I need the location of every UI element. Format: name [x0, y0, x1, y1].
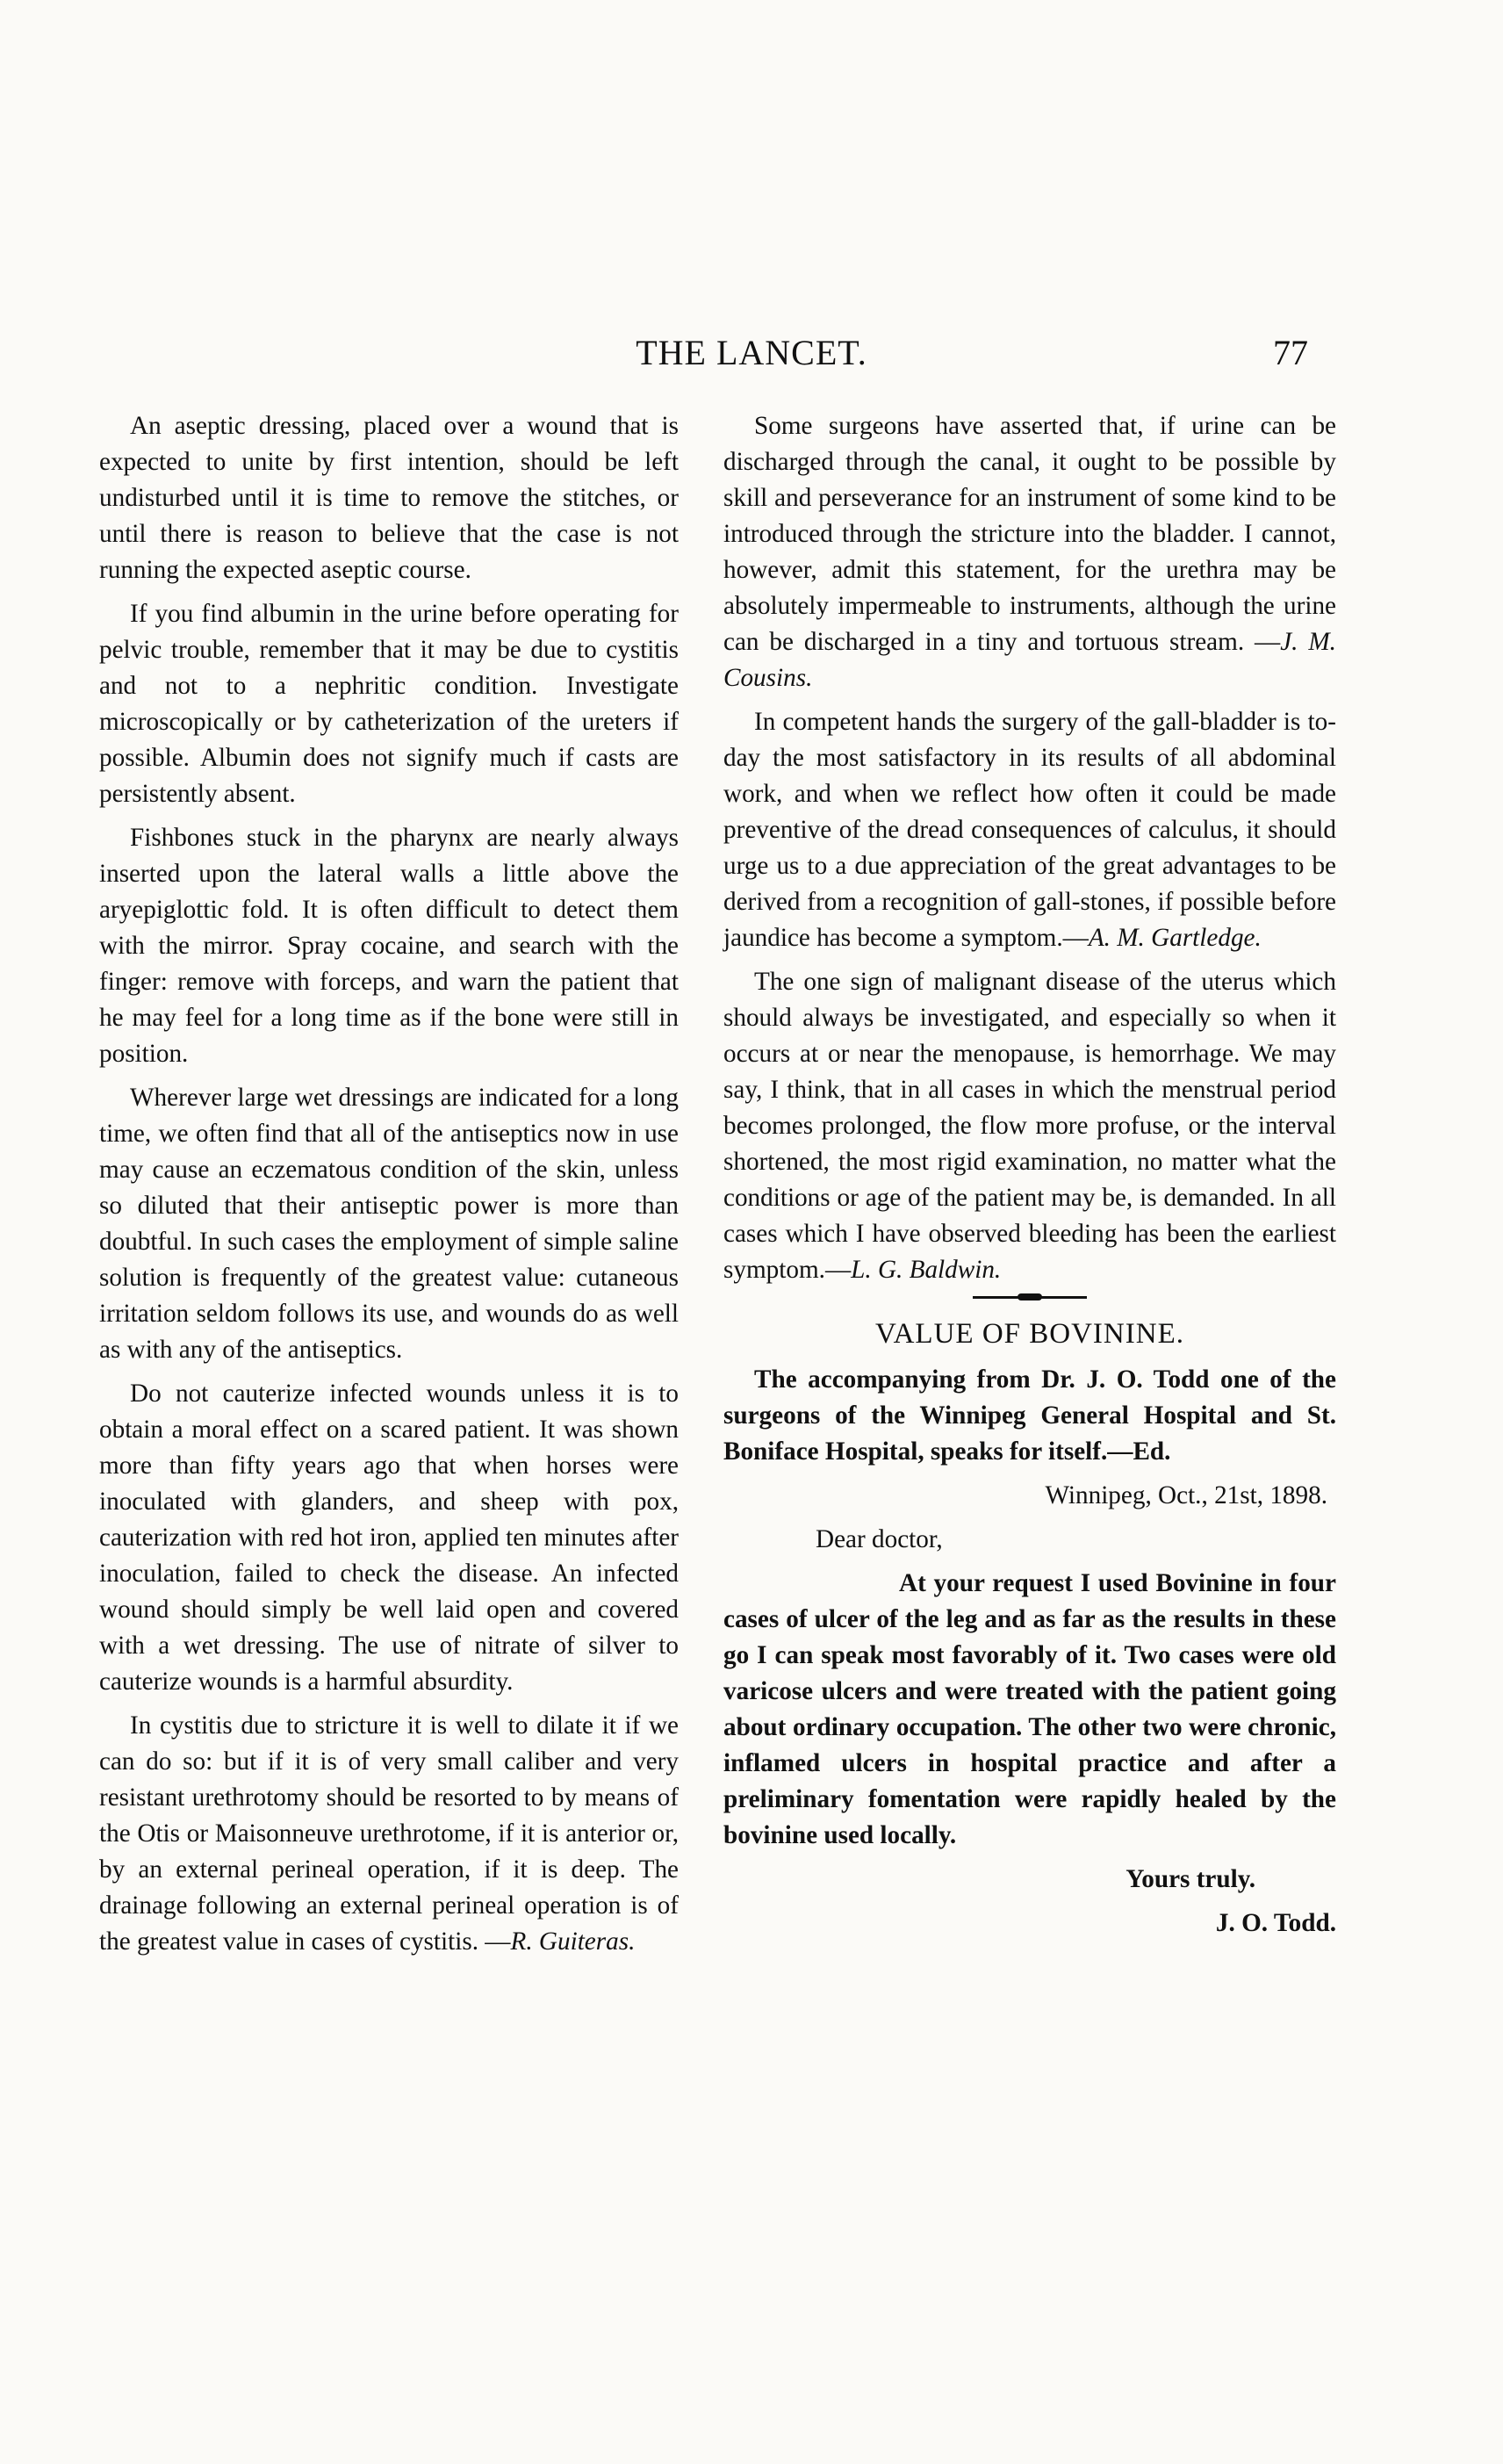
author-signature: L. G. Baldwin. [851, 1256, 1002, 1284]
letter-closing: Yours truly. [1125, 1865, 1255, 1893]
article-heading: VALUE OF BOVININE. [875, 1318, 1184, 1350]
page-number: 77 [1273, 333, 1308, 372]
running-title: THE LANCET. [636, 333, 867, 372]
letter-salutation: Dear doctor, [816, 1525, 943, 1553]
author-signature: A. M. Gartledge. [1088, 924, 1262, 952]
left-column [99, 408, 679, 1968]
paragraph-cauterize: Do not cauterize infected wounds unless it is to obtain a moral effect on a scared patient. It was shown more than fifty years ago that when horses were inoculated with glanders, and sheep with pox, cauterization with red hot iron, applied ten minutes after inoculation, failed to check the disease. An infected wound should simply be well laid open and covered with a wet dressing. The use of nitrate of silver to cauterize wounds is a harmful absurdity. [99, 1380, 679, 1696]
author-signature: J. M. Cousins. [723, 628, 1336, 692]
paragraph-urine-canal: Some surgeons have asserted that, if urine can be discharged through the canal, it ought to be possible by skill and perseverance for an instrument of some kind to be introduced through the stricture into the bladder. I cannot, however, admit this statement, for the urethra may be absolutely impermeable to instruments, although the urine can be discharged in a tiny and tortuous stream. —J. M. Cousins. [723, 412, 1336, 692]
author-signature: R. Guiteras. [510, 1927, 636, 1956]
article-intro: The accompanying from Dr. J. O. Todd one of the surgeons of the Winnipeg General Hospital and St. Boniface Hospital, speaks for itself.—Ed. [723, 1365, 1336, 1466]
paragraph-cystitis: In cystitis due to stricture it is well to dilate it if we can do so: but if it is of very small caliber and very resistant urethrotomy should be resorted to by means of the Otis or Maisonneuve urethrotome, if it is anterior or, by an external perineal operation, if it is deep. The drainage following an external perineal operation is of the greatest value in cases of cystitis. —R. Guiteras. [99, 1711, 679, 1956]
paragraph-wet-dressings: Wherever large wet dressings are indicated for a long time, we often find that all of the antiseptics now in use may cause an eczematous condition of the skin, unless so diluted that their antiseptic power is more than doubtful. In such cases the employment of simple saline solution is frequently of the greatest value: cutaneous irritation seldom follows its use, and wounds do as well as with any of the antiseptics. [99, 1084, 679, 1364]
letter-paragraph: At your request I used Bovinine in four cases of ulcer of the leg and as far as the results in these go I can speak most favorably of it. Two cases were old varicose ulcers and were treated with the patient going about ordinary occupation. The other two were chronic, inflamed ulcers in hospital practice and after a preliminary fomentation were rapidly healed by the bovinine used locally. [723, 1569, 1336, 1849]
paragraph-fishbones: Fishbones stuck in the pharynx are nearly always inserted upon the lateral walls a little above the aryepiglottic fold. It is often difficult to detect them with the mirror. Spray cocaine, and search with the finger: remove with forceps, and warn the patient that he may feel for a long time as if the bone were still in position. [99, 824, 679, 1068]
section-divider [973, 1296, 1087, 1299]
paragraph-malignant-disease: The one sign of malignant disease of the uterus which should always be investigated, and especially so when it occurs at or near the menopause, is hemorrhage. We may say, I think, that in all cases in which the menstrual period becomes prolonged, the flow more profuse, or the interval shortened, the most rigid examination, no matter what the conditions or age of the patient may be, is demanded. In all cases which I have observed bleeding has been the earliest symptom.—L. G. Baldwin. [723, 968, 1336, 1284]
letter-body [723, 1566, 1336, 1854]
right-column [723, 408, 1336, 1949]
paragraph-gall-bladder: In competent hands the surgery of the gall-bladder is to-day the most satisfactory in its results of all abdominal work, and when we reflect how often it could be made preventive of the dread consequences of calculus, it should urge us to a due appreciation of the great advantages to be derived from a recognition of gall-stones, if possible before jaundice has become a symptom.—A. M. Gartledge. [723, 708, 1336, 952]
letter-signature: J. O. Todd. [1215, 1909, 1336, 1937]
paragraph-aseptic-dressing: An aseptic dressing, placed over a wound that is expected to unite by first intention, should be left undisturbed until it is time to remove the stitches, or until there is reason to believe that the case is not running the expected aseptic course. [99, 412, 679, 584]
page-header [0, 332, 1503, 385]
paragraph-albumin: If you find albumin in the urine before operating for pelvic trouble, remember that it may be due to cystitis and not to a nephritic condition. Investigate microscopically or by catheterization of the ureters if possible. Albumin does not signify much if casts are persistently absent. [99, 600, 679, 808]
letter-date: Winnipeg, Oct., 21st, 1898. [1045, 1481, 1327, 1509]
